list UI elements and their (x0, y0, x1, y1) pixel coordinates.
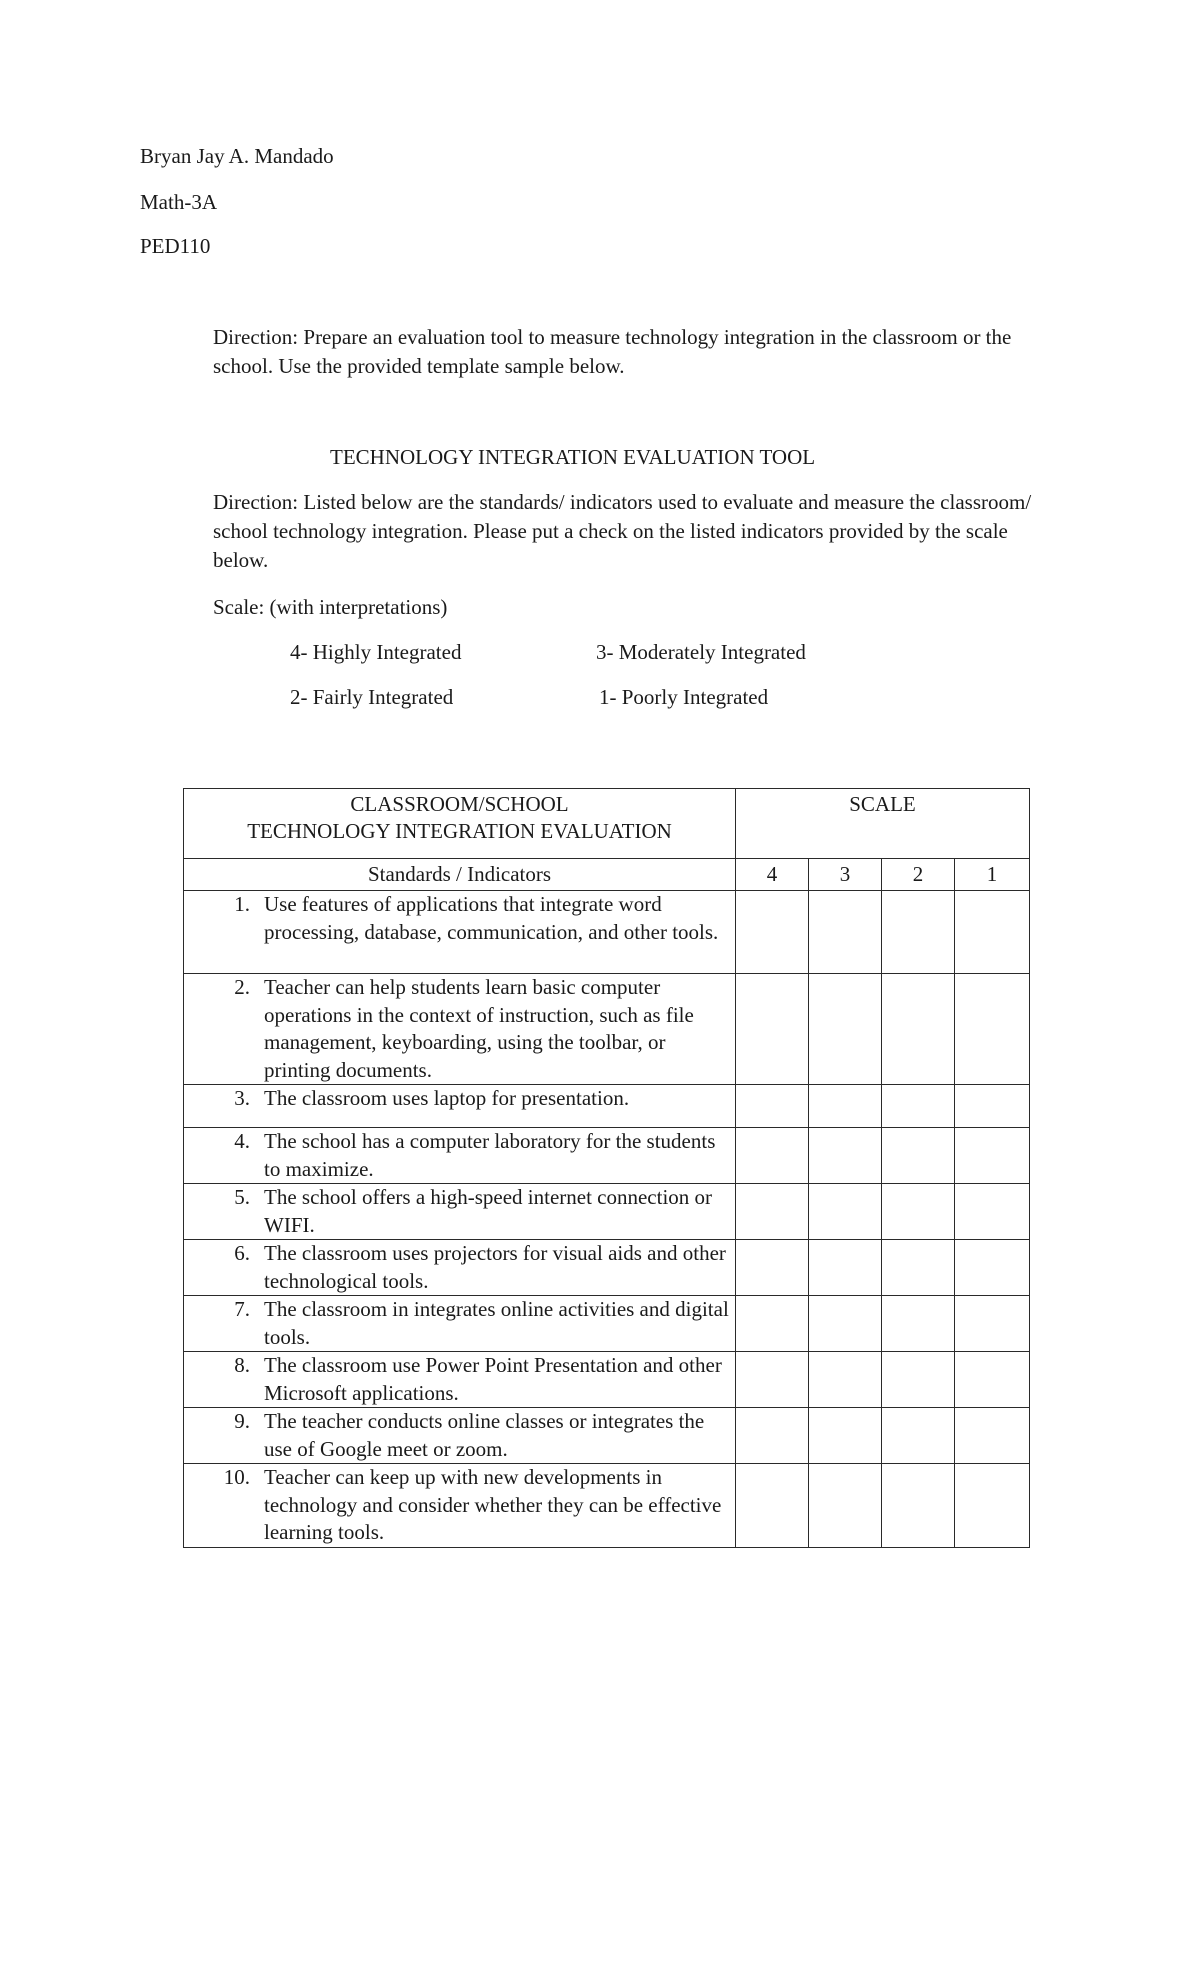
tool-title: TECHNOLOGY INTEGRATION EVALUATION TOOL (330, 445, 816, 469)
check-cell-2[interactable] (882, 1464, 955, 1548)
indicator-number: 10. (223, 1465, 250, 1489)
scale-header: SCALE (736, 789, 1030, 859)
check-cell-1[interactable] (955, 1464, 1030, 1548)
indicator-text: The school has a computer laboratory for the students to maximize. (264, 1129, 716, 1181)
check-cell-2[interactable] (882, 1296, 955, 1352)
indicator-cell (184, 891, 736, 974)
indicator-number: 2. (234, 975, 250, 999)
check-cell-4[interactable] (736, 891, 809, 974)
check-cell-2[interactable] (882, 1408, 955, 1464)
indicator-cell (184, 1464, 736, 1548)
indicator-text: The classroom uses projectors for visual aids and other technological tools. (264, 1241, 726, 1293)
indicator-text: The school offers a high-speed internet connection or WIFI. (264, 1185, 713, 1237)
table-title-line2: TECHNOLOGY INTEGRATION EVALUATION (247, 819, 672, 843)
table-row (184, 1128, 1030, 1184)
table-row (184, 1240, 1030, 1296)
indicator-cell (184, 1184, 736, 1240)
scale-4: 4- Highly Integrated (290, 640, 462, 664)
check-cell-2[interactable] (882, 1240, 955, 1296)
check-cell-2[interactable] (882, 1352, 955, 1408)
scale-2: 2- Fairly Integrated (290, 685, 454, 709)
scale-1: 1- Poorly Integrated (599, 685, 769, 709)
indicator-number: 4. (234, 1129, 250, 1153)
indicator-text: Teacher can keep up with new developments in technology and consider whether they can be effective learning tools. (264, 1465, 722, 1544)
table-row (184, 1296, 1030, 1352)
check-cell-4[interactable] (736, 1128, 809, 1184)
check-cell-3[interactable] (809, 1240, 882, 1296)
table-row (184, 1464, 1030, 1548)
check-cell-4[interactable] (736, 1184, 809, 1240)
check-cell-1[interactable] (955, 974, 1030, 1085)
indicator-cell (184, 1240, 736, 1296)
check-cell-1[interactable] (955, 1408, 1030, 1464)
indicator-number: 1. (234, 892, 250, 916)
scale-label: Scale: (with interpretations) (213, 595, 448, 619)
indicator-text: Teacher can help students learn basic computer operations in the context of instruction, such as file management, keyboarding, using the toolbar, or printing documents. (264, 975, 694, 1082)
check-cell-3[interactable] (809, 1408, 882, 1464)
check-cell-2[interactable] (882, 1184, 955, 1240)
student-name: Bryan Jay A. Mandado (140, 144, 334, 168)
check-cell-1[interactable] (955, 1184, 1030, 1240)
indicator-cell (184, 1085, 736, 1128)
check-cell-1[interactable] (955, 1352, 1030, 1408)
indicator-text: The classroom use Power Point Presentation and other Microsoft applications. (264, 1353, 722, 1405)
check-cell-1[interactable] (955, 1240, 1030, 1296)
indicator-cell (184, 974, 736, 1085)
course-code: PED110 (140, 234, 211, 258)
table-row (184, 1352, 1030, 1408)
table-row (184, 1184, 1030, 1240)
indicator-cell (184, 1408, 736, 1464)
col-header-2: 2 (882, 859, 955, 891)
table-row (184, 1085, 1030, 1128)
check-cell-2[interactable] (882, 974, 955, 1085)
indicator-text: The classroom in integrates online activities and digital tools. (264, 1297, 729, 1349)
check-cell-4[interactable] (736, 1408, 809, 1464)
indicators-header: Standards / Indicators (184, 859, 736, 891)
check-cell-3[interactable] (809, 1085, 882, 1128)
indicator-number: 5. (234, 1185, 250, 1209)
check-cell-4[interactable] (736, 974, 809, 1085)
indicator-number: 6. (234, 1241, 250, 1265)
check-cell-4[interactable] (736, 1352, 809, 1408)
indicator-number: 7. (234, 1297, 250, 1321)
check-cell-3[interactable] (809, 974, 882, 1085)
student-section: Math-3A (140, 190, 217, 214)
check-cell-3[interactable] (809, 1128, 882, 1184)
indicator-text: The teacher conducts online classes or integrates the use of Google meet or zoom. (264, 1409, 705, 1461)
column-header-row (184, 859, 1030, 891)
check-cell-3[interactable] (809, 1296, 882, 1352)
check-cell-2[interactable] (882, 891, 955, 974)
table-row (184, 974, 1030, 1085)
indicator-number: 9. (234, 1409, 250, 1433)
assignment-direction: Direction: Prepare an evaluation tool to measure technology integration in the classroom or the school. Use the provided template sample below. (213, 325, 1012, 378)
scale-3: 3- Moderately Integrated (596, 640, 806, 664)
table-row (184, 1408, 1030, 1464)
check-cell-2[interactable] (882, 1128, 955, 1184)
table-row (184, 891, 1030, 974)
check-cell-2[interactable] (882, 1085, 955, 1128)
table-title-line1: CLASSROOM/SCHOOL (350, 792, 569, 816)
indicator-cell (184, 1296, 736, 1352)
col-header-3: 3 (809, 859, 882, 891)
indicator-number: 3. (234, 1086, 250, 1110)
check-cell-1[interactable] (955, 891, 1030, 974)
check-cell-4[interactable] (736, 1240, 809, 1296)
col-header-4: 4 (736, 859, 809, 891)
check-cell-1[interactable] (955, 1128, 1030, 1184)
evaluation-table (183, 788, 1030, 1548)
check-cell-4[interactable] (736, 1085, 809, 1128)
check-cell-4[interactable] (736, 1464, 809, 1548)
indicator-number: 8. (234, 1353, 250, 1377)
col-header-1: 1 (955, 859, 1030, 891)
indicator-cell (184, 1128, 736, 1184)
indicator-text: Use features of applications that integrate word processing, database, communication, and other tools. (264, 892, 719, 944)
check-cell-1[interactable] (955, 1085, 1030, 1128)
indicator-text: The classroom uses laptop for presentation. (264, 1086, 630, 1110)
table-title-row (184, 789, 1030, 859)
check-cell-3[interactable] (809, 1352, 882, 1408)
indicator-cell (184, 1352, 736, 1408)
check-cell-1[interactable] (955, 1296, 1030, 1352)
check-cell-4[interactable] (736, 1296, 809, 1352)
check-cell-3[interactable] (809, 1184, 882, 1240)
check-cell-3[interactable] (809, 891, 882, 974)
check-cell-3[interactable] (809, 1464, 882, 1548)
table-title-cell (184, 789, 736, 859)
tool-direction: Direction: Listed below are the standards/ indicators used to evaluate and measure the classroom/ school technology integration. Please put a check on the listed indicators provided by the scale below. (213, 490, 1032, 572)
